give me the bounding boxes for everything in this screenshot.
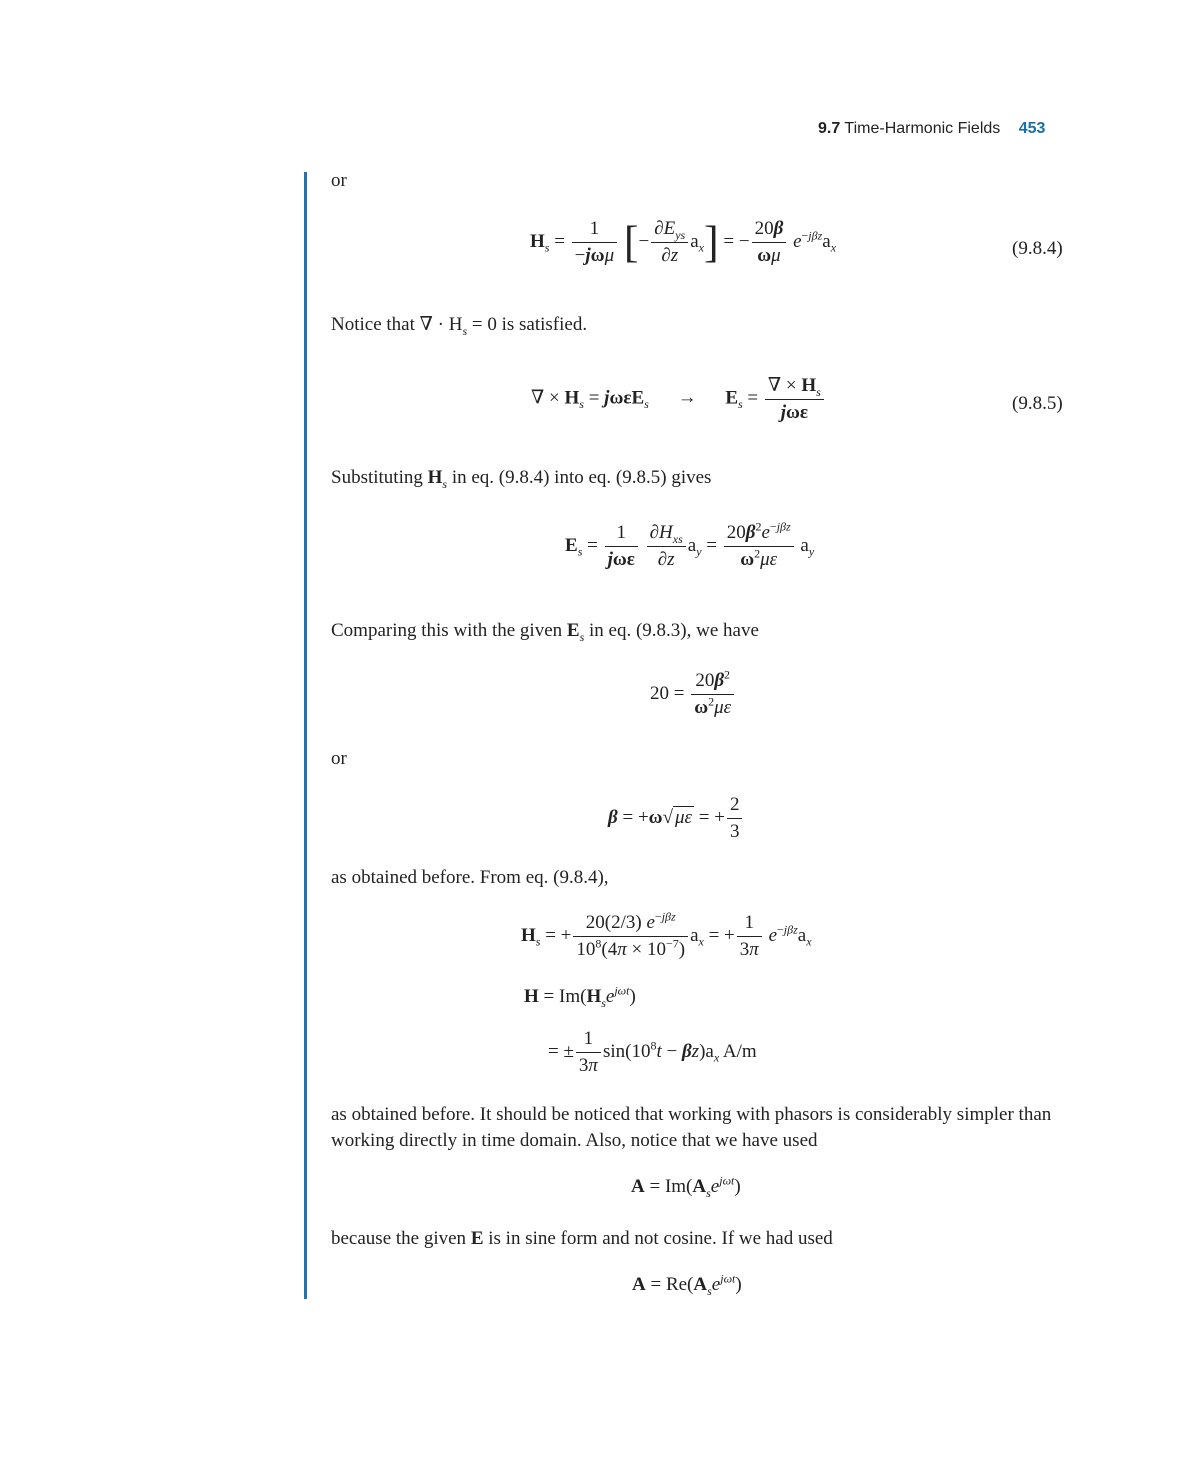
text-as-obtained: as obtained before. From eq. (9.8.4), (331, 867, 609, 888)
equation-a-re: $A = Re(A_se^{j\omega t})$ (632, 1271, 742, 1298)
page-number: 453 (1018, 120, 1046, 137)
equation-20: 20 = $\frac{20\beta^2}{\omega^2\mu\varepsilon}$ (650, 670, 736, 719)
text-or-1: or (331, 170, 347, 191)
text-paragraph-line-1: as obtained before. It should be noticed that working with phasors is considerably simpler than (331, 1104, 1052, 1125)
text-notice: Notice that ∇ · $H_s = 0$ is satisfied. (331, 314, 588, 338)
equation-9-8-4: $H_s$ = $\frac{1}{\text{−jωμ}}$ [− $\frac{\partial E_{ys}}{\partial z}$ $a_x$] = − $\frac{20\beta}{\omega\mu}$ $e^{-j\beta z}a_x$ (530, 217, 837, 267)
equation-number-9-8-5: (9.8.5) (1012, 393, 1063, 414)
margin-bar (304, 172, 307, 1299)
equation-number-9-8-4: (9.8.4) (1012, 238, 1063, 259)
section-number: 9.7 (818, 120, 841, 137)
equation-h-im: $H = Im(H_se^{j\omega t})$ (524, 983, 636, 1010)
text-because: because the given E is in sine form and not cosine. If we had used (331, 1228, 833, 1249)
text-substituting: Substituting $H_s$ in eq. (9.8.4) into eq. (9.8.5) gives (331, 467, 712, 491)
text-paragraph-line-2: working directly in time domain. Also, notice that we have used (331, 1130, 818, 1151)
equation-beta: β = +ω√ με = + $\frac{2}{3}$ (608, 794, 744, 843)
text-or-2: or (331, 748, 347, 769)
equation-a-im: $A = Im(A_se^{j\omega t})$ (631, 1173, 741, 1200)
running-header (818, 120, 1045, 138)
equation-hs-numeric: $H_s$ = + $\frac{20(2/3) e^{-j\beta z}}{10^8(4\pi \times 10^{-7})}$ $a_x$ = + $\frac{1}{3\pi}$ $e^{-j\beta z}a_x$ (521, 909, 812, 960)
equation-es: $E_s$ = $\frac{1}{\text{jωε}}$ $\frac{\partial H_{xs}}{\partial z}$ $a_y$ = $\frac{20\beta^2e^{-j\beta z}}{\omega^2\mu\varepsilon}$ $a_y$ (565, 519, 815, 570)
equation-9-8-5: ∇ × $H_s = j\omega\varepsilon E_s \to E_s$ = $\frac{\nabla \times H_s}{\text{jωε}}$ (531, 374, 826, 424)
equation-h-sin: = ± $\frac{1}{3\pi}$ $\sin(10^8t - \beta z)a_x$ A/m (548, 1028, 757, 1076)
text-comparing: Comparing this with the given $E_s$ in eq. (9.8.3), we have (331, 620, 759, 644)
section-title: Time-Harmonic Fields (844, 120, 1001, 137)
